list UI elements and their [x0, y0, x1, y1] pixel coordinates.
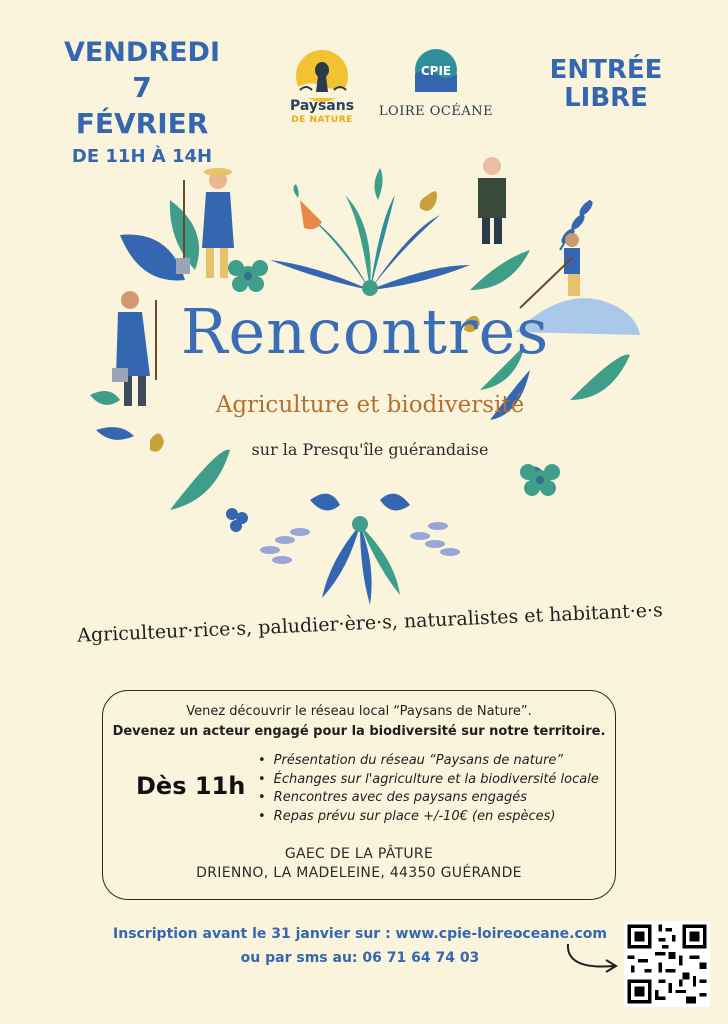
- farmer-woman-figure: [176, 168, 234, 278]
- leaf: [470, 250, 530, 290]
- start-time: Dès 11h: [136, 772, 246, 800]
- audience-line: Agriculteur·rice·s, paludier·ère·s, naturalistes et habitant·e·s: [76, 599, 664, 647]
- ochre-drop: [150, 433, 164, 451]
- wreath-illustration: [0, 140, 728, 610]
- flower-icon: [228, 260, 268, 292]
- entry-line-1: ENTRÉE: [549, 55, 663, 85]
- cpie-name: LOIRE OCÉANE: [378, 104, 494, 119]
- leaf: [96, 427, 134, 440]
- arrow-icon: [562, 938, 624, 978]
- paysans-logo-text: Paysans: [289, 98, 355, 114]
- free-entry-label: [536, 56, 676, 112]
- cpie-logo: [414, 48, 458, 92]
- qr-code[interactable]: [624, 921, 710, 1007]
- naturalist-figure: [478, 157, 506, 244]
- ochre-drop: [420, 191, 437, 211]
- bottom-fan-leaves: [310, 494, 410, 605]
- program-item: • Repas prévu sur place +/-10€ (en espèces): [256, 808, 599, 827]
- poster-title: Rencontres: [180, 295, 550, 368]
- event-time: DE 11H À 14H: [71, 146, 213, 167]
- intro-bold-text: Devenez un acteur engagé pour la biodiversité sur notre territoire.: [112, 724, 606, 739]
- program-list: [256, 752, 599, 826]
- paysans-de-nature-logo: [280, 46, 364, 126]
- paysans-logo-subtext: DE NATURE: [291, 115, 353, 125]
- clover-icon: [226, 508, 248, 532]
- intro-text: Venez découvrir le réseau local “Paysans de Nature”.: [186, 704, 532, 719]
- cpie-mark-text: CPIE: [420, 64, 452, 78]
- entry-line-2: LIBRE: [564, 83, 648, 113]
- carrot-icon: [293, 184, 322, 229]
- top-fan-leaves: [270, 168, 470, 296]
- event-day: VENDREDI: [63, 37, 221, 68]
- poster-subtitle: Agriculture et biodiversité: [215, 392, 525, 418]
- venue-address: DRIENNO, LA MADELEINE, 44350 GUÉRANDE: [196, 865, 522, 881]
- leaf: [120, 235, 185, 281]
- program-item: • Rencontres avec des paysans engagés: [256, 789, 599, 808]
- poster-location-line: sur la Presqu'île guérandaise: [251, 440, 489, 459]
- program-item: • Échanges sur l'agriculture et la biodiversité locale: [256, 771, 599, 790]
- venue-name: GAEC DE LA PÂTURE: [284, 846, 434, 862]
- sms-line: ou par sms au: 06 71 64 74 03: [240, 950, 480, 966]
- registration-line[interactable]: Inscription avant le 31 janvier sur : www.cpie-loireoceane.com: [113, 926, 607, 942]
- event-date: 7 FÉVRIER: [75, 71, 209, 140]
- program-item: • Présentation du réseau “Paysans de nature”: [256, 752, 599, 771]
